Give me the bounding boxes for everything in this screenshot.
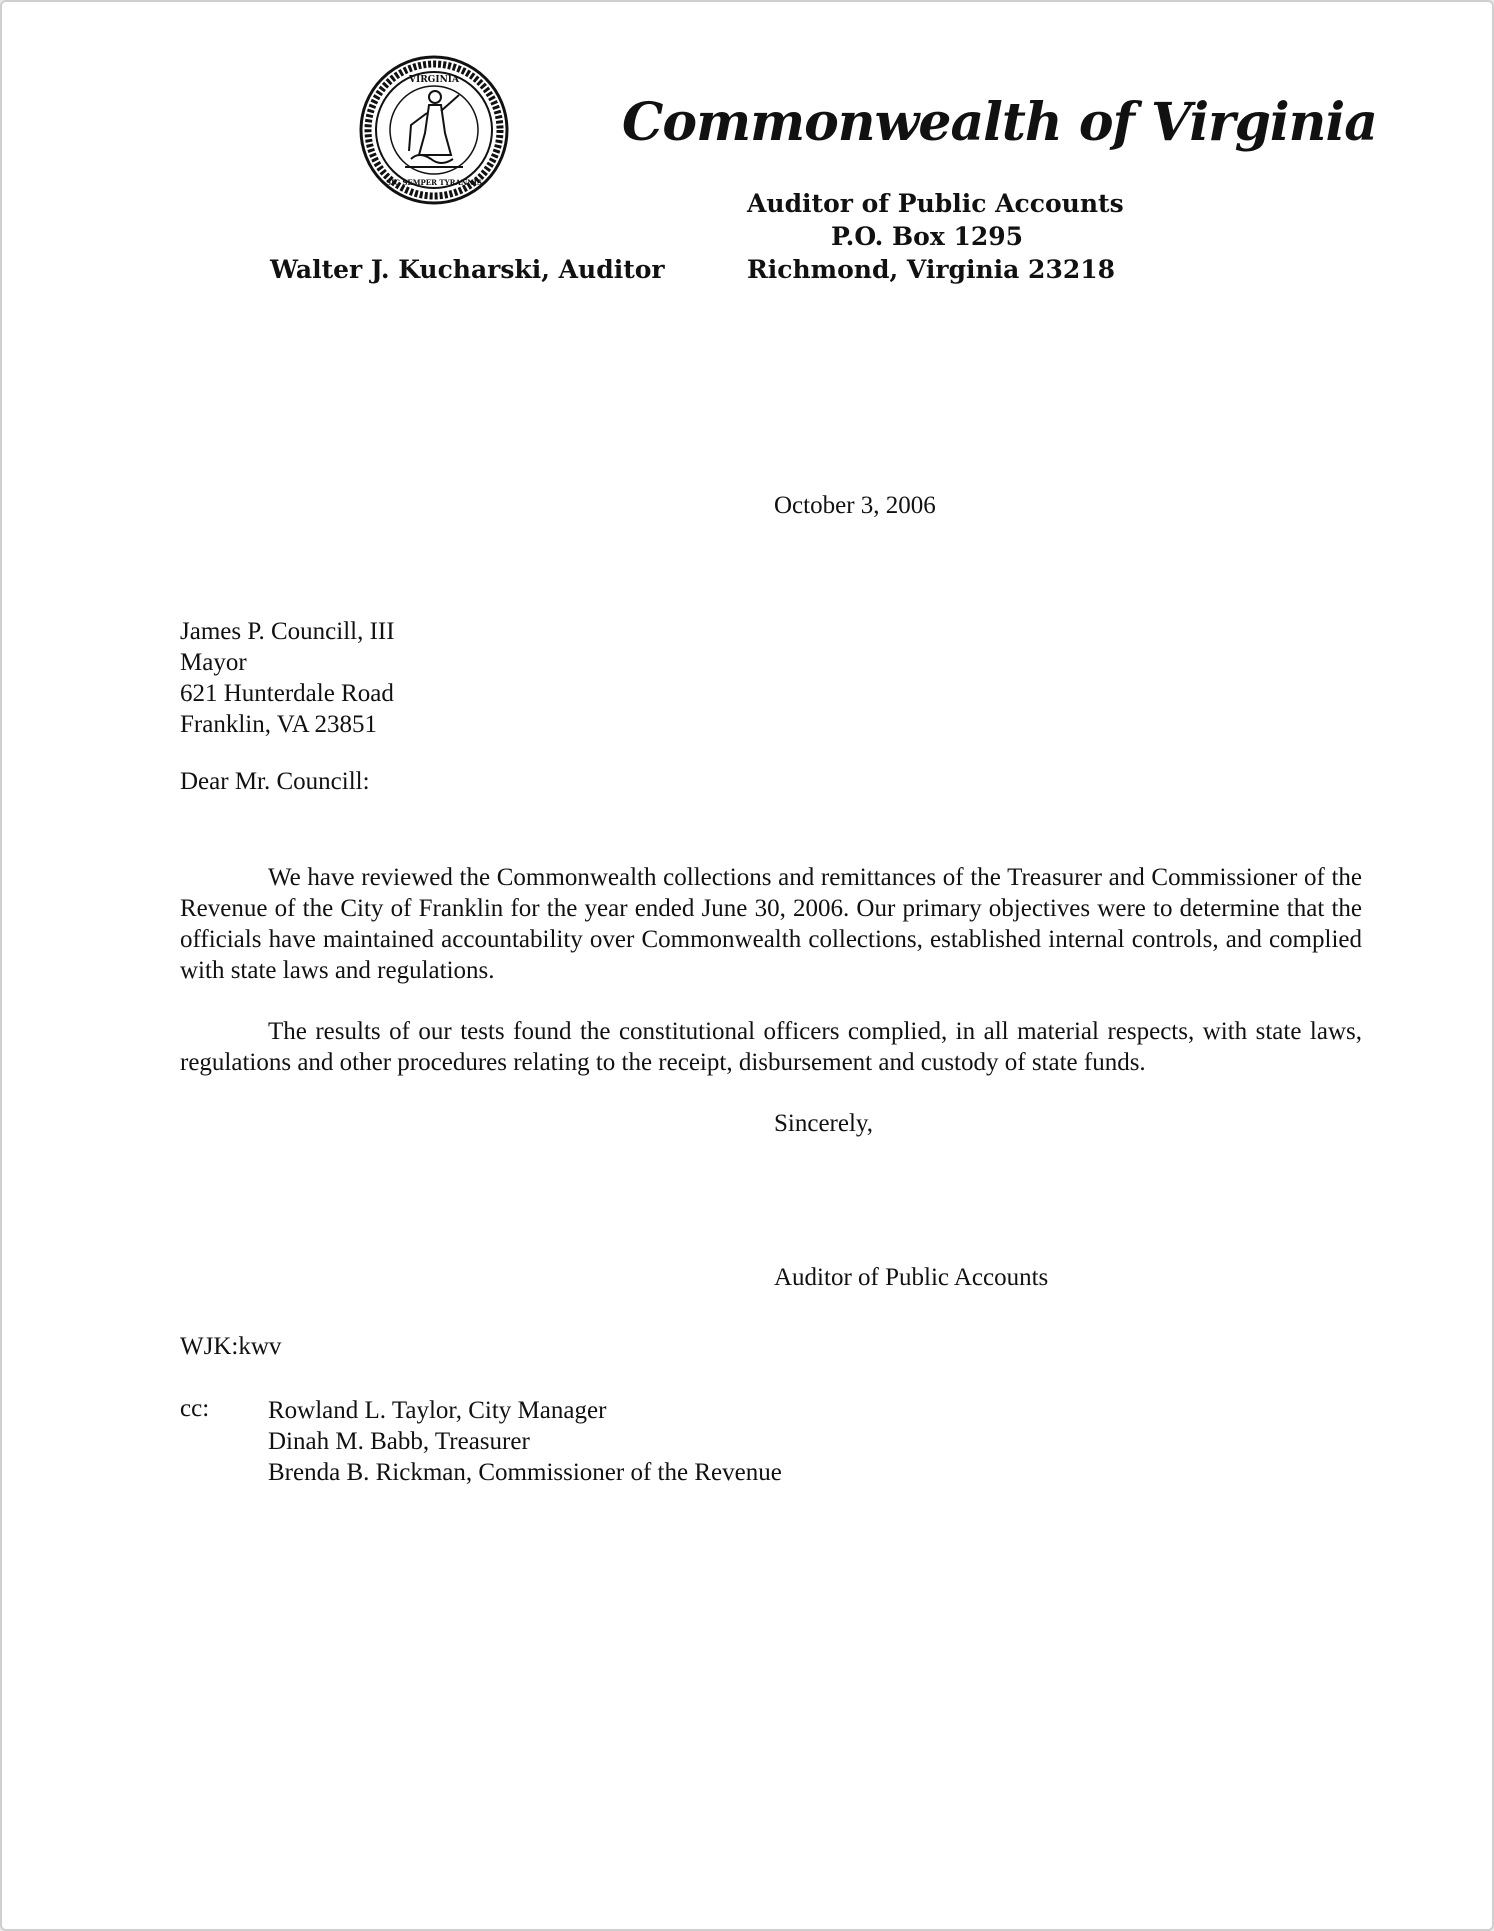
salutation: Dear Mr. Councill: — [180, 768, 370, 795]
agency-address-block — [747, 187, 1124, 286]
agency-po-box: P.O. Box 1295 — [830, 222, 1024, 251]
svg-text:VIRGINIA: VIRGINIA — [409, 75, 459, 85]
recipient-city-state-zip: Franklin, VA 23851 — [180, 711, 378, 738]
agency-city-state-zip: Richmond, Virginia 23218 — [747, 255, 1116, 284]
recipient-street: 621 Hunterdale Road — [180, 680, 394, 707]
signature-title: Auditor of Public Accounts — [774, 1264, 1049, 1291]
cc-list — [268, 1395, 782, 1488]
reference-initials: WJK:kwv — [180, 1333, 282, 1360]
cc-recipient: Brenda B. Rickman, Commissioner of the Revenue — [268, 1459, 782, 1486]
recipient-address — [180, 616, 395, 740]
recipient-name: James P. Councill, III — [180, 618, 395, 645]
recipient-title: Mayor — [180, 649, 247, 676]
cc-recipient: Rowland L. Taylor, City Manager — [268, 1397, 607, 1424]
auditor-name: Walter J. Kucharski, Auditor — [270, 255, 665, 284]
agency-name: Auditor of Public Accounts — [747, 189, 1124, 218]
letterhead-title: Commonwealth of Virginia — [622, 92, 1377, 153]
body-paragraph: The results of our tests found the constitutional officers complied, in all material respects, with state laws, regulations and other procedures relating to the receipt, disbursement and custody of state funds. — [180, 1018, 1362, 1076]
cc-label: cc: — [180, 1395, 210, 1422]
closing: Sincerely, — [774, 1110, 874, 1137]
body-paragraph: We have reviewed the Commonwealth collections and remittances of the Treasurer and Commissioner of the Revenue of the City of Franklin for the year ended June 30, 2006. Our primary objectives were to determine that the officials have maintained accountability over Commonwealth collections, established internal controls, and complied with state laws and regulations. — [180, 864, 1362, 984]
virginia-seal-icon — [359, 55, 509, 205]
svg-text:SIC SEMPER TYRANNIS: SIC SEMPER TYRANNIS — [386, 178, 482, 187]
letter-date: October 3, 2006 — [774, 492, 936, 519]
cc-recipient: Dinah M. Babb, Treasurer — [268, 1428, 530, 1455]
